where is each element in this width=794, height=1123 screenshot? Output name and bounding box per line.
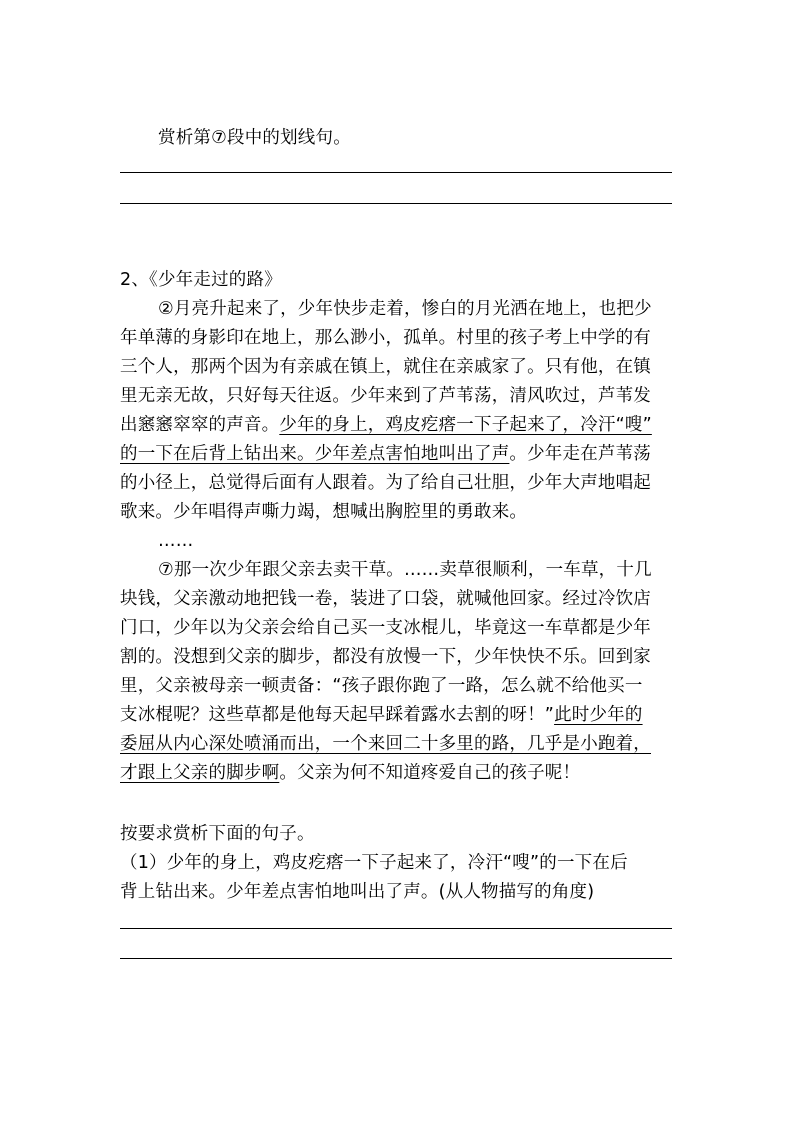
answer-line — [120, 172, 672, 173]
paragraph-2-line — [120, 413, 652, 437]
plain-text: 。父亲为何不知道疼爱自己的孩子呢！ — [279, 763, 581, 783]
paragraph-7-line: 割的。没想到父亲的脚步，都没有放慢一下，少年快快不乐。回到家 — [120, 647, 651, 667]
paragraph-7-line — [120, 761, 580, 785]
paragraph-7-line — [120, 732, 651, 756]
paragraph-7-line: ⑦那一次少年跟父亲去卖干草。……卖草很顺利，一车草，十几 — [158, 560, 652, 580]
paragraph-7-line — [120, 703, 643, 727]
underlined-sentence: 才跟上父亲的脚步啊 — [120, 763, 280, 783]
underlined-sentence: 少年的身上，鸡皮疙瘩一下子起来了，冷汗“嗖” — [279, 415, 652, 435]
underlined-sentence: 的一下在后背上钻出来。少年差点害怕地叫出了声 — [120, 444, 510, 464]
question-prompt: 按要求赏析下面的句子。 — [120, 824, 315, 844]
answer-line — [120, 928, 672, 929]
paragraph-2-line — [120, 442, 651, 466]
paragraph-2-line: 歌来。少年唱得声嘶力竭，想喊出胸腔里的勇敢来。 — [120, 502, 528, 522]
answer-line — [120, 958, 672, 959]
paragraph-7-line: 门口，少年以为父亲会给自己买一支冰棍儿，毕竟这一车草都是少年 — [120, 618, 651, 638]
plain-text: 支冰棍呢？这些草都是他每天起早踩着露水去割的呀！” — [120, 705, 555, 725]
underlined-sentence: 委屈从内心深处喷涌而出，一个来回二十多里的路，几乎是小跑着， — [120, 734, 651, 754]
plain-text: 。少年走在芦苇荡 — [509, 444, 652, 464]
paragraph-2-line: 三个人，那两个因为有亲戚在镇上，就住在亲戚家了。只有他，在镇 — [120, 357, 651, 377]
omission-ellipsis: …… — [158, 531, 194, 551]
paragraph-2-line: 里无亲无故，只好每天往返。少年来到了芦苇荡，清风吹过，芦苇发 — [120, 386, 651, 406]
paragraph-2-line: 年单薄的身影印在地上，那么渺小，孤单。村里的孩子考上中学的有 — [120, 328, 651, 348]
paragraph-2-line: ②月亮升起来了，少年快步走着，惨白的月光洒在地上，也把少 — [158, 299, 652, 319]
paragraph-7-line: 块钱，父亲激动地把钱一卷，装进了口袋，就喊他回家。经过冷饮店 — [120, 589, 651, 609]
plain-text: 出窸窸窣窣的声音。 — [120, 415, 280, 435]
passage-title: 2、《少年走过的路》 — [120, 270, 282, 290]
underlined-sentence: 此时少年的 — [554, 705, 643, 725]
answer-line — [120, 203, 672, 204]
question-item: 背上钻出来。少年差点害怕地叫出了声。(从人物描写的角度) — [120, 882, 595, 902]
paragraph-7-line: 里，父亲被母亲一顿责备：“孩子跟你跑了一路，怎么就不给他买一 — [120, 676, 643, 696]
question-prompt: 赏析第⑦段中的划线句。 — [158, 128, 351, 148]
question-item: （1）少年的身上，鸡皮疙瘩一下子起来了，冷汗“嗖”的一下在后 — [120, 853, 628, 873]
paragraph-2-line: 的小径上，总觉得后面有人跟着。为了给自己壮胆，少年大声地唱起 — [120, 473, 651, 493]
